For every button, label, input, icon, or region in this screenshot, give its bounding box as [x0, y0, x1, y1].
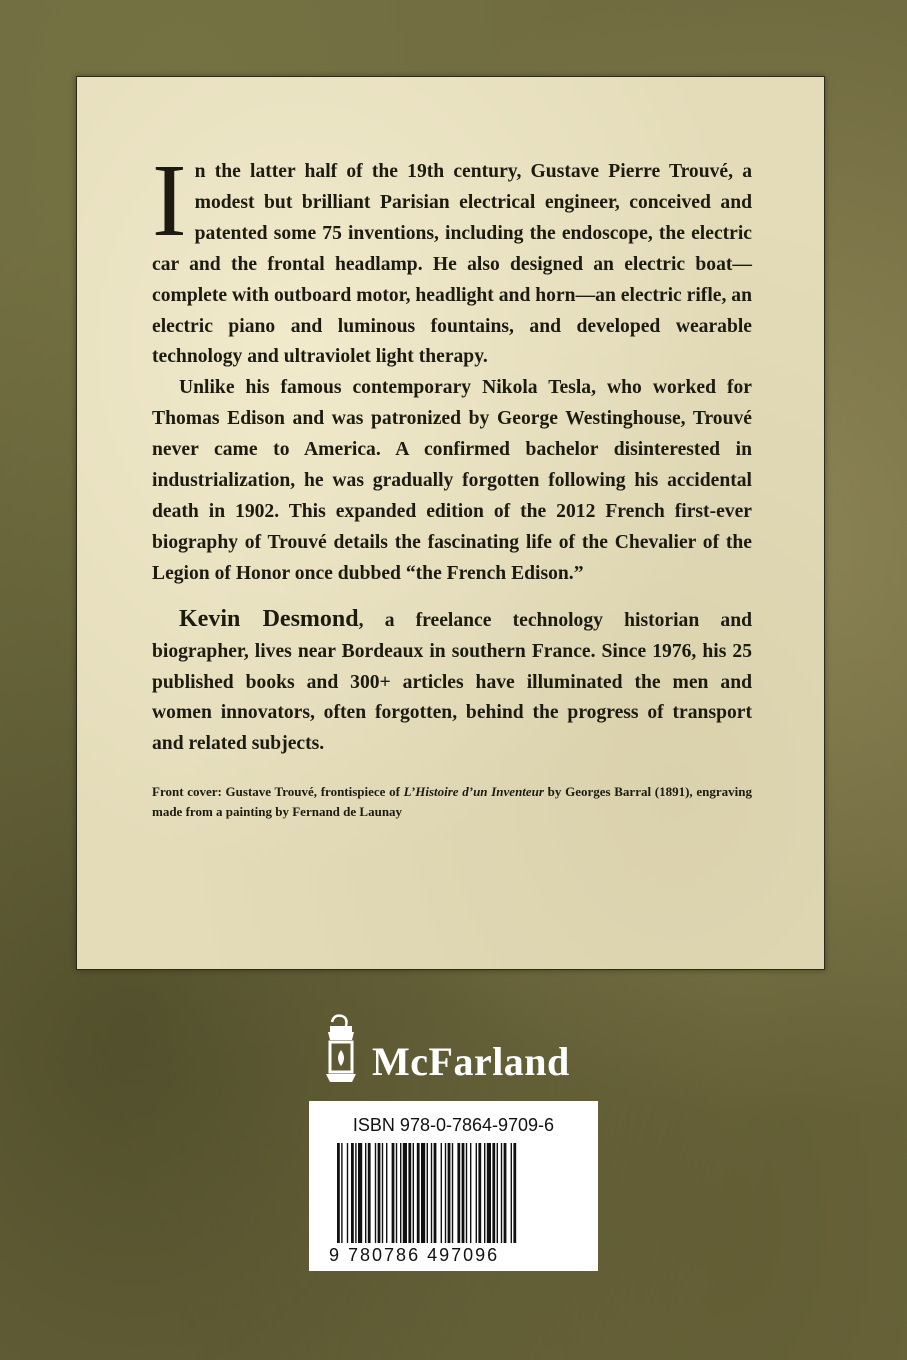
barcode-stripe	[445, 1143, 446, 1243]
barcode-stripe	[351, 1143, 354, 1243]
caption-suffix: by Georges Barral (1891), engraving made from a painting by Fernand de Launay	[152, 784, 752, 820]
barcode-stripe	[470, 1143, 471, 1243]
barcode-stripe	[382, 1143, 383, 1243]
barcode	[309, 1101, 598, 1271]
barcode-stripe	[378, 1143, 381, 1243]
barcode-stripe	[466, 1143, 467, 1243]
barcode-stripe	[462, 1143, 465, 1243]
barcode-stripe	[403, 1143, 407, 1243]
barcode-stripe	[434, 1143, 437, 1243]
barcode-stripe	[484, 1143, 485, 1243]
barcode-stripe	[347, 1143, 348, 1243]
barcode-bars	[335, 1143, 575, 1243]
barcode-stripe	[431, 1143, 432, 1243]
barcode-stripe	[408, 1143, 411, 1243]
drop-cap: I	[152, 143, 187, 258]
barcode-stripe	[511, 1143, 512, 1243]
barcode-stripe	[421, 1143, 425, 1243]
barcode-stripe	[457, 1143, 460, 1243]
barcode-stripe	[492, 1143, 495, 1243]
author-bio-text: , a freelance technology historian and biographer, lives near Bordeaux in southern France. Since 1976, his 25 published books and 300+ articles have illuminated the men and women innovators, often forgotten, behind the progress of transport and related subjects.	[152, 609, 752, 755]
barcode-stripe	[341, 1143, 342, 1243]
publisher-logo	[318, 1012, 608, 1092]
barcode-stripe	[513, 1143, 516, 1243]
caption-book-title: L’Histoire d’un Inventeur	[403, 784, 544, 800]
barcode-stripe	[375, 1143, 376, 1243]
isbn-label: ISBN 978-0-7864-9709-6	[352, 1115, 555, 1135]
barcode-stripe	[386, 1143, 387, 1243]
barcode-stripe	[452, 1143, 453, 1243]
author-bio	[152, 604, 752, 761]
barcode-stripe	[358, 1143, 362, 1243]
barcode-stripe	[497, 1143, 498, 1243]
author-name: Kevin Desmond	[179, 605, 359, 632]
blurb-content	[152, 143, 752, 822]
blurb-paragraph-1-text: n the latter half of the 19th century, Gustave Pierre Trouvé, a modest but brilliant Parisian electrical engineer, conceived and patented some 75 inventions, including the endoscope, the electric car and the frontal headlamp. He also designed an electric boat—complete with outboard motor, headlight and horn—an electric rifle, an electric piano and luminous fountains, and developed wearable technology and ultraviolet light therapy.	[152, 161, 752, 368]
barcode-stripe	[400, 1143, 401, 1243]
barcode-stripe	[487, 1143, 491, 1243]
publisher-name: McFarland	[372, 1039, 570, 1084]
barcode-stripe	[368, 1143, 371, 1243]
barcode-stripe	[413, 1143, 414, 1243]
barcode-number: 9 780786 497096	[329, 1245, 500, 1265]
blurb-paragraph-1	[152, 143, 752, 373]
blurb-panel	[76, 76, 825, 970]
barcode-stripe	[355, 1143, 356, 1243]
barcode-stripe	[448, 1143, 451, 1243]
barcode-stripe	[365, 1143, 366, 1243]
barcode-stripe	[337, 1143, 340, 1243]
barcode-stripe	[417, 1143, 420, 1243]
caption-prefix: Front cover: Gustave Trouvé, frontispiece of	[152, 784, 404, 800]
barcode-stripe	[476, 1143, 477, 1243]
barcode-stripe	[396, 1143, 397, 1243]
barcode-stripe	[427, 1143, 428, 1243]
barcode-stripe	[504, 1143, 507, 1243]
barcode-stripe	[392, 1143, 395, 1243]
barcode-stripe	[478, 1143, 481, 1243]
barcode-stripe	[501, 1143, 502, 1243]
barcode-stripe	[441, 1143, 442, 1243]
blurb-paragraph-2: Unlike his famous contemporary Nikola Tesla, who worked for Thomas Edison and was patronized by George Westinghouse, Trouvé never came to America. A confirmed bachelor disinterested in industrialization, he was gradually forgotten following his accidental death in 1902. This expanded edition of the 2012 French first-ever biography of Trouvé details the fascinating life of the Chevalier of the Legion of Honor once dubbed “the French Edison.”	[152, 377, 752, 584]
cover-caption	[152, 782, 752, 822]
lantern-logo-icon	[318, 1012, 366, 1092]
